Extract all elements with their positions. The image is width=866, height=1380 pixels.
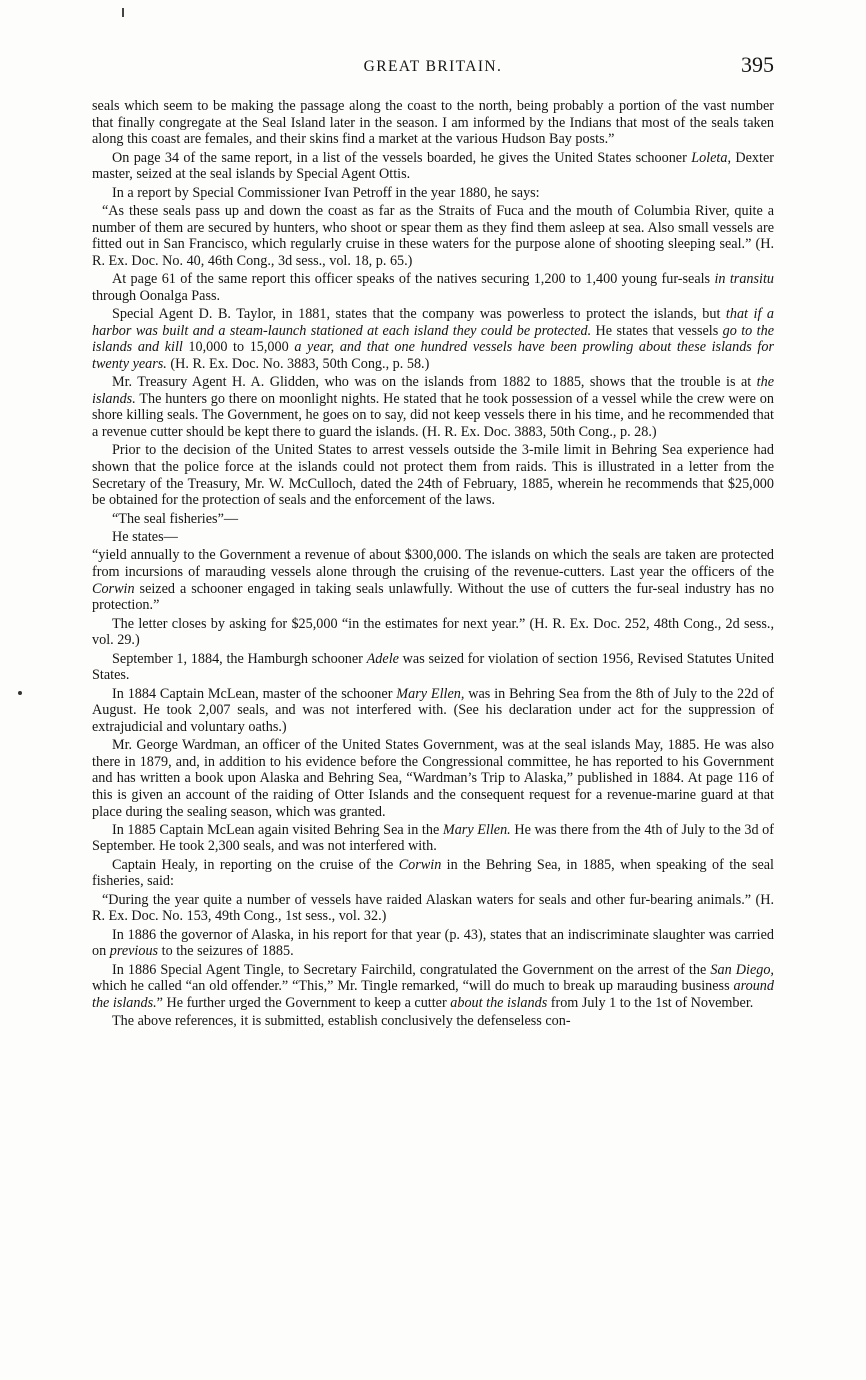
italic-text: the islands. [92, 374, 774, 407]
paragraph [92, 511, 774, 528]
quotation-paragraph [92, 203, 774, 269]
quotation-paragraph [92, 892, 774, 925]
text-run: to the seizures of 1885. [158, 943, 294, 960]
text-run: On page 34 of the same report, in a list of the vessels boarded, he gives the United States schooner [112, 149, 692, 166]
text-run: The above references, it is submitted, establish conclusively the defenseless con- [112, 1013, 571, 1030]
paragraph [92, 616, 774, 649]
body-text [92, 98, 774, 1032]
margin-dot [18, 691, 22, 695]
text-run: through Oonalga Pass. [92, 287, 221, 304]
quotation-paragraph [92, 547, 774, 613]
italic-text: Adele [366, 650, 399, 667]
text-run: At page 61 of the same report this officer speaks of the natives securing 1,200 to 1,400 young fur-seals [112, 271, 715, 288]
italic-text: Mary Ellen, [396, 685, 465, 702]
page-title: GREAT BRITAIN. [363, 58, 503, 75]
paragraph [92, 857, 774, 890]
paragraph [92, 271, 774, 304]
text-run: September 1, 1884, the Hamburgh schooner [112, 650, 367, 667]
paragraph [92, 822, 774, 855]
italic-text: that if a harbor was built and a steam-launch stationed at each island they could be protected. [92, 306, 774, 339]
text-run: in the Behring Sea, in 1885, when speaking of the seal fisheries, said: [92, 856, 775, 890]
text-run: (H. R. Ex. Doc. No. 3883, 50th Cong., p. 58.) [166, 355, 430, 372]
italic-text: San Diego, [710, 961, 774, 978]
running-head [92, 52, 774, 82]
italic-text: go to the islands and kill [92, 322, 775, 356]
italic-text: around the islands. [92, 978, 774, 1012]
text-run: In a report by Special Commissioner Ivan Petroff in the year 1880, he says: [112, 184, 540, 201]
paragraph [92, 374, 774, 440]
text-run: The letter closes by asking for $25,000 “in the estimates for next year.” (H. R. Ex. Doc. 252, 48th Cong., 2d sess., vol. 29.) [92, 615, 774, 649]
paragraph [92, 442, 774, 508]
text-run: was in Behring Sea from the 8th of July to the 22d of August. He took 2,007 seals, and was not interfered with. (See his declaration under act for the suppression of extrajudicial and voluntary oaths.) [92, 685, 774, 735]
paragraph [92, 1013, 774, 1030]
paragraph [92, 962, 774, 1012]
text-run: “During the year quite a number of vessels have raided Alaskan waters for seals and other fur-bearing animals.” (H. R. Ex. Doc. No. 153, 49th Cong., 1st sess., vol. 32.) [92, 891, 774, 925]
italic-text: Mary Ellen. [442, 821, 511, 838]
text-run: ” He further urged the Government to keep a cutter [156, 995, 451, 1012]
text-run: seals which seem to be making the passage along the coast to the north, being probably a portion of the vast number that finally congregate at the Seal Island later in the season. I am informed by the Indians that most of the seals taken along this coast are females, and their skins find a market at the various Hudson Bay posts.” [92, 98, 774, 148]
paragraph [92, 150, 774, 183]
paragraph [92, 185, 774, 202]
text-run: Captain Healy, in reporting on the cruise of the [112, 856, 399, 873]
italic-text: Loleta [691, 149, 728, 166]
text-run: Mr. George Wardman, an officer of the United States Government, was at the seal islands May, 1885. He was also there in 1879, and, in addition to his evidence before the Congressional committee, he has reported to his Government and has written a book upon Alaska and Behring Sea, “Wardman’s Trip to Alaska,” published in 1884. At page 116 of this is given an account of the raiding of Otter Islands and the consequent request for a revenue-marine guard at that place during the sealing season, which was granted. [92, 737, 774, 820]
italic-text: about the islands [450, 995, 548, 1012]
paragraph [92, 306, 774, 372]
text-run: was seized for violation of section 1956, Revised Statutes United States. [92, 650, 774, 684]
text-run: He was there from the 4th of July to the 3d of September. He took 2,300 seals, and was not interfered with. [92, 821, 774, 855]
paragraph [92, 529, 774, 546]
text-run: Special Agent D. B. Taylor, in 1881, states that the company was powerless to protect the islands, but [112, 306, 726, 323]
paragraph [92, 927, 774, 960]
paragraph [92, 98, 774, 148]
paragraph [92, 737, 774, 820]
text-run: The hunters go there on moonlight nights. He stated that he took possession of a vessel while the crew were on shore killing seals. The Government, he goes on to say, did not keep vessels there in his time, and he recommended that a revenue cutter should be kept there to guard the islands. (H. R. Ex. Doc. 3883, 50th Cong., p. 28.) [92, 390, 774, 441]
italic-text: Corwin [92, 580, 135, 597]
text-run: He states— [112, 529, 178, 546]
text-run: from July 1 to the 1st of November. [547, 995, 754, 1012]
text-run: In 1885 Captain McLean again visited Behring Sea in the [112, 821, 443, 838]
text-run: “The seal fisheries”— [112, 510, 239, 527]
paragraph [92, 651, 774, 684]
text-run: In 1886 Special Agent Tingle, to Secretary Fairchild, congratulated the Government on the arrest of the [112, 961, 711, 978]
text-run: In 1886 the governor of Alaska, in his report for that year (p. 43), states that an indiscriminate slaughter was carried on [92, 926, 774, 960]
text-run: , Dexter master, seized at the seal islands by Special Agent Ottis. [92, 149, 774, 183]
italic-text: Corwin [398, 856, 442, 873]
text-run: He states that vessels [591, 322, 723, 339]
italic-text: previous [109, 943, 159, 960]
text-run: Mr. Treasury Agent H. A. Glidden, who was on the islands from 1882 to 1885, shows that the trouble is at [112, 374, 757, 391]
italic-text: a year, and that one hundred vessels have been prowling about these islands for twenty years. [92, 339, 774, 372]
text-run: Prior to the decision of the United States to arrest vessels outside the 3-mile limit in Behring Sea experience had shown that the police force at the islands could not protect them from raids. This is illustrated in a letter from the Secretary of the Treasury, Mr. W. McCulloch, dated the 24th of February, 1885, wherein he recommends that $25,000 be obtained for the protection of seals and the enforcement of the laws. [92, 442, 774, 509]
text-run: “As these seals pass up and down the coast as far as the Straits of Fuca and the mouth of Columbia River, quite a number of them are secured by hunters, who shoot or spear them as they find them asleep at sea. Also small vessels are fitted out in San Francisco, which regularly cruise in these waters for the purpose alone of shooting sleeping seal.” (H. R. Ex. Doc. No. 40, 46th Cong., 3d sess., vol. 18, p. 65.) [92, 202, 774, 269]
text-run: which he called “an old offender.” “This,” Mr. Tingle remarked, “will do much to break up marauding business [92, 978, 734, 995]
text-run: seized a schooner engaged in taking seals unlawfully. Without the use of cutters the fur-seal industry has no protection.” [92, 580, 774, 614]
italic-text: in transitu [714, 271, 775, 288]
text-run: “yield annually to the Government a revenue of about $300,000. The islands on which the seals are taken are protected from incursions of marauding vessels alone through the cruising of the revenue-cutters. Last year the officers of the [92, 547, 774, 580]
paragraph [92, 686, 774, 736]
text-run: 10,000 to 15,000 [182, 339, 295, 356]
scan-mark [122, 8, 124, 17]
page-number: 395 [741, 52, 774, 77]
text-run: In 1884 Captain McLean, master of the schooner [112, 685, 397, 702]
